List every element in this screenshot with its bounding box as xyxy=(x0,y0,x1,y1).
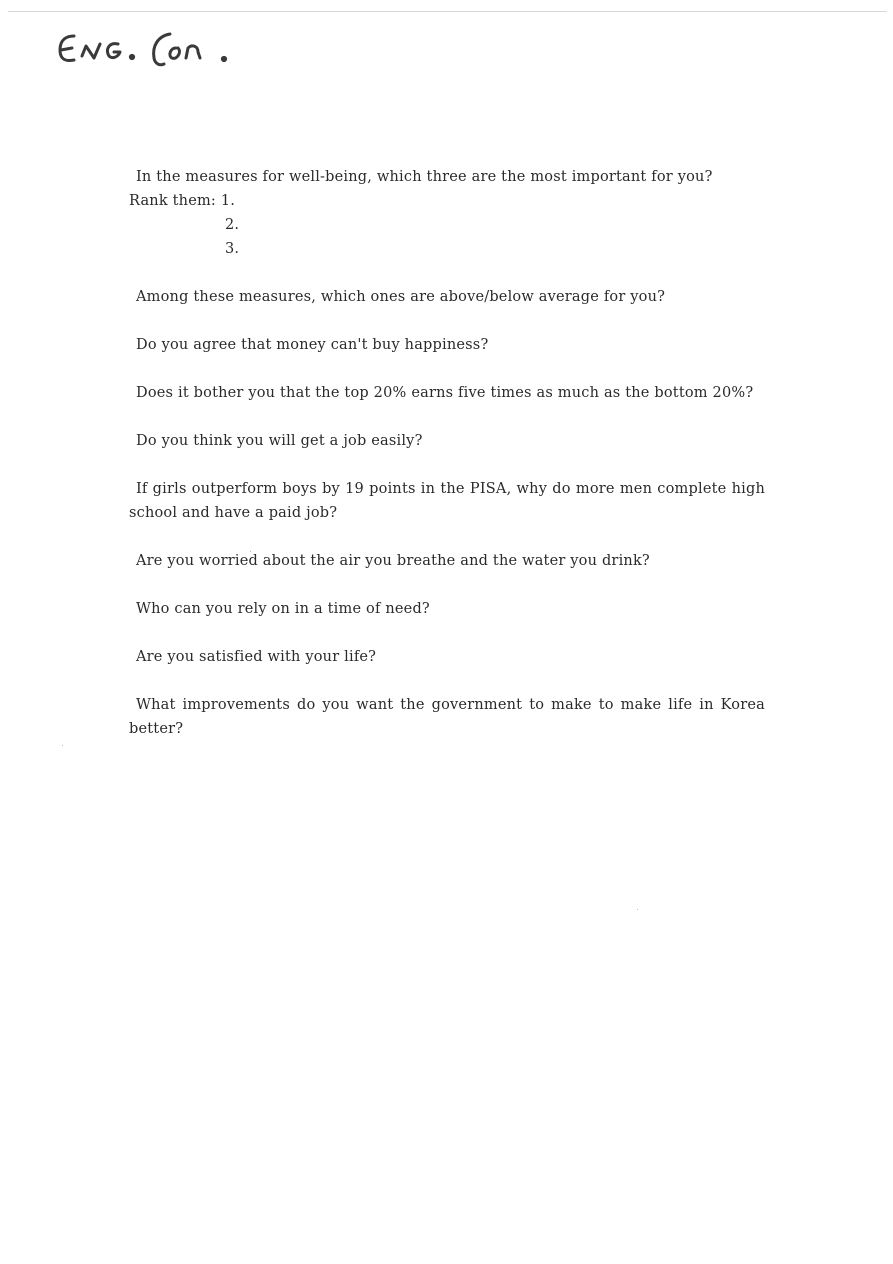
rank-row-3 xyxy=(129,237,765,261)
question-pisa-gender: If girls outperform boys by 19 points in the PISA, why do more men complete high school and have a paid job? xyxy=(129,481,765,521)
scan-edge-line xyxy=(8,11,887,12)
handwritten-note xyxy=(52,26,242,76)
rank-row-2 xyxy=(129,213,765,237)
question-air-water: Are you worried about the air you breathe and the water you drink? xyxy=(136,553,650,569)
scan-speck xyxy=(250,551,251,552)
rank-label: Rank them: xyxy=(129,193,217,209)
question-government-improvements: What improvements do you want the government to make to make life in Korea better? xyxy=(129,697,765,737)
scan-speck xyxy=(637,909,638,910)
rank-number-1: 1. xyxy=(220,193,236,209)
rank-question-prompt: In the measures for well-being, which three are the most important for you? xyxy=(136,169,713,185)
question-life-satisfaction: Are you satisfied with your life? xyxy=(136,649,377,665)
rank-list xyxy=(129,189,765,261)
rank-number-3: 3. xyxy=(225,241,240,257)
question-rely-on: Who can you rely on in a time of need? xyxy=(136,601,430,617)
question-income-gap: Does it bother you that the top 20% earns five times as much as the bottom 20%? xyxy=(136,385,754,401)
rank-row-1 xyxy=(129,189,765,213)
question-list xyxy=(129,165,765,741)
scan-speck xyxy=(62,745,63,746)
handwritten-note-drawing xyxy=(52,26,242,76)
question-money-happiness: Do you agree that money can't buy happiness? xyxy=(136,337,489,353)
question-get-job: Do you think you will get a job easily? xyxy=(136,433,423,449)
rank-number-2: 2. xyxy=(225,217,240,233)
question-above-below-average: Among these measures, which ones are above/below average for you? xyxy=(136,289,666,305)
